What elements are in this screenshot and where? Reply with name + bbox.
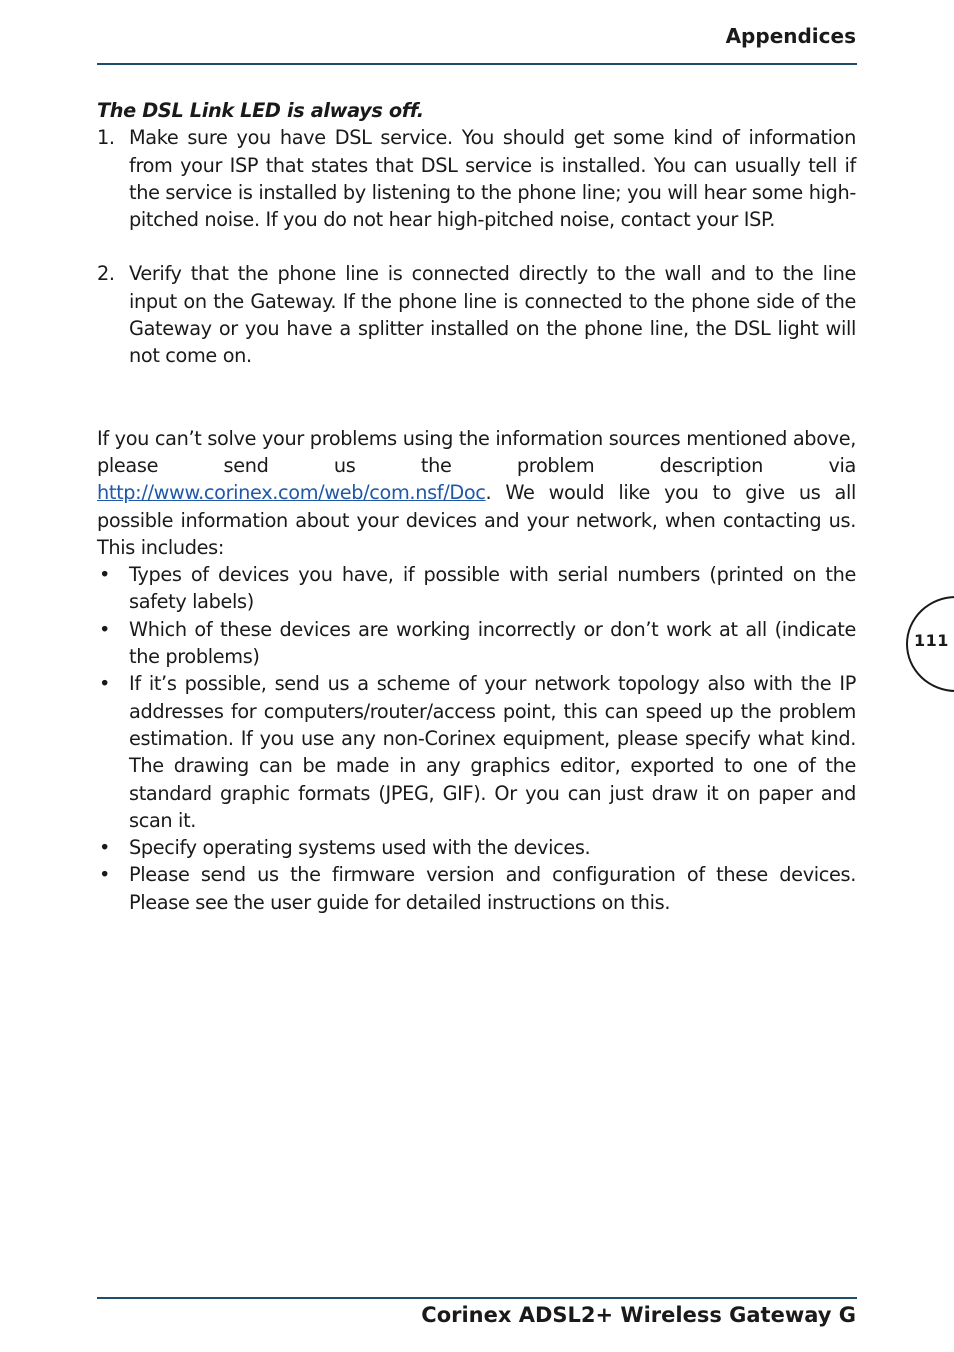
bullet-icon: • <box>99 672 111 696</box>
list-item <box>97 616 856 671</box>
section-title: The DSL Link LED is always off. <box>97 99 424 122</box>
bullet-icon: • <box>99 617 111 641</box>
list-item <box>97 561 856 616</box>
page-content <box>97 97 856 916</box>
footer-title: Corinex ADSL2+ Wireless Gateway G <box>421 1303 856 1327</box>
list-item <box>97 861 856 916</box>
list-item-text: If it’s possible, send us a scheme of your network topology also with the IP addresses for computers/router/access point, this can speed up the problem estimation. If you use any non-Corinex equipment, please specify what kind. The drawing can be made in any graphics editor, exported to one of the standard graphic formats (JPEG, GIF). Or you can just draw it on paper and scan it. <box>129 672 856 832</box>
support-intro: If you can’t solve your problems using the information sources mentioned above, please send us the problem description via <box>97 426 856 477</box>
spacer <box>97 370 856 425</box>
footer-rule <box>97 1297 857 1299</box>
list-item <box>97 834 856 861</box>
support-link[interactable]: http://www.corinex.com/web/com.nsf/Doc <box>97 481 486 505</box>
bullet-icon: • <box>99 836 111 860</box>
info-list <box>97 561 856 916</box>
header-rule <box>97 63 857 65</box>
step-number: 2. <box>97 262 115 286</box>
bullet-icon: • <box>99 863 111 887</box>
support-paragraph <box>97 425 856 561</box>
support-intro-continued: . We would like you to give us all possible information about your devices and your network, when contacting us. This includes: <box>97 481 856 559</box>
list-item-text: Which of these devices are working incorrectly or don’t work at all (indicate the problems) <box>129 617 856 669</box>
header-title: Appendices <box>725 24 856 48</box>
step-number: 1. <box>97 126 115 150</box>
step-item <box>97 124 856 233</box>
spacer <box>97 233 856 260</box>
step-item <box>97 260 856 369</box>
troubleshooting-steps <box>97 124 856 369</box>
page-number: 111 <box>914 631 949 650</box>
step-text: Verify that the phone line is connected directly to the wall and to the line input on the Gateway. If the phone line is connected to the phone side of the Gateway or you have a splitter installed on the phone line, the DSL light will not come on. <box>129 262 856 368</box>
step-text: Make sure you have DSL service. You should get some kind of information from your ISP that states that DSL service is installed. You can usually tell if the service is installed by listening to the phone line; you will hear some high-pitched noise. If you do not hear high-pitched noise, contact your ISP. <box>129 126 856 232</box>
list-item-text: Specify operating systems used with the devices. <box>129 836 591 860</box>
bullet-icon: • <box>99 563 111 587</box>
list-item-text: Please send us the firmware version and configuration of these devices. Please see the user guide for detailed instructions on this. <box>129 863 856 914</box>
list-item <box>97 670 856 834</box>
list-item-text: Types of devices you have, if possible with serial numbers (printed on the safety labels) <box>129 563 856 614</box>
